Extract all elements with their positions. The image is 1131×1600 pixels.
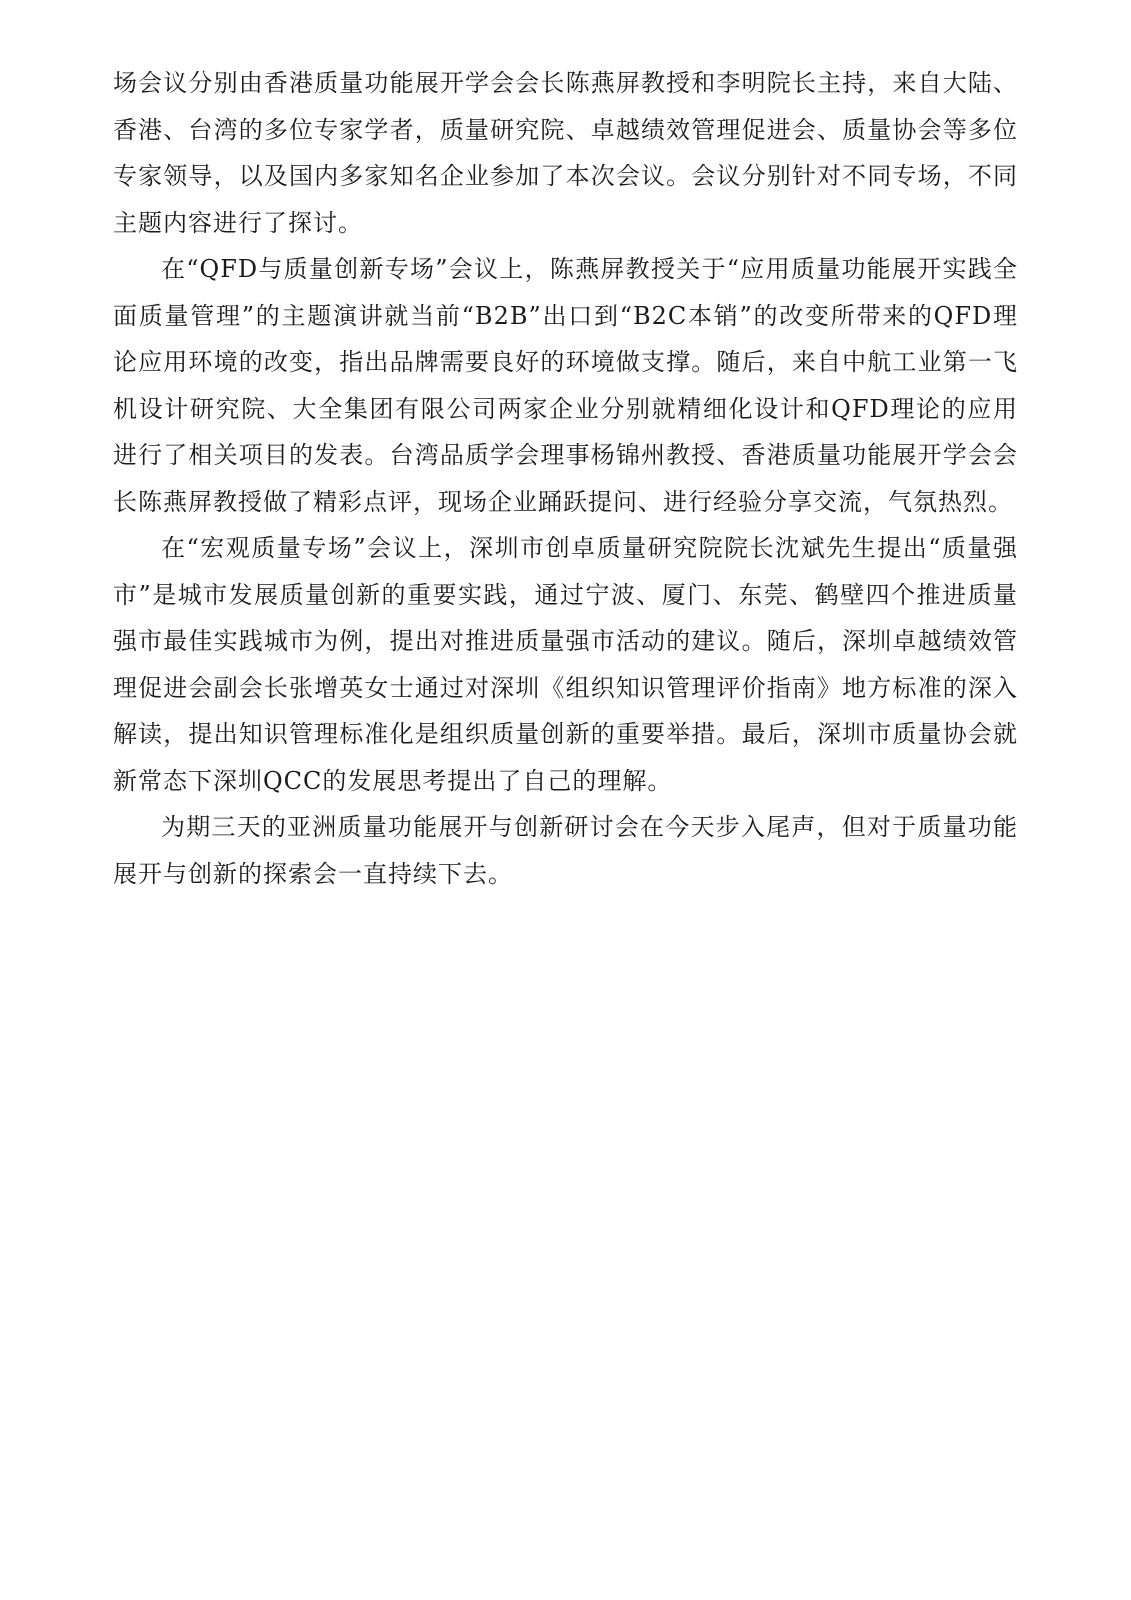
paragraph-conference-hosts: 场会议分别由香港质量功能展开学会会长陈燕屏教授和李明院长主持，来自大陆、香港、台湾的多位专家学者，质量研究院、卓越绩效管理促进会、质量协会等多位专家领导，以及国内多家知名企业参加了本次会议。会议分别针对不同专场，不同主题内容进行了探讨。 [113,69,1018,237]
paragraph-closing: 为期三天的亚洲质量功能展开与创新研讨会在今天步入尾声，但对于质量功能展开与创新的探索会一直持续下去。 [113,813,1018,888]
paragraph-macro-quality-session: 在“宏观质量专场”会议上，深圳市创卓质量研究院院长沈斌先生提出“质量强市”是城市发展质量创新的重要实践，通过宁波、厦门、东莞、鹤壁四个推进质量强市最佳实践城市为例，提出对推进质量强市活动的建议。随后，深圳卓越绩效管理促进会副会长张增英女士通过对深圳《组织知识管理评价指南》地方标准的深入解读，提出知识管理标准化是组织质量创新的重要举措。最后，深圳市质量协会就新常态下深圳QCC的发展思考提出了自己的理解。 [113,534,1018,795]
document-body [113,60,1018,897]
paragraph-qfd-session: 在“QFD与质量创新专场”会议上，陈燕屏教授关于“应用质量功能展开实践全面质量管理”的主题演讲就当前“B2B”出口到“B2C本销”的改变所带来的QFD理论应用环境的改变，指出品牌需要良好的环境做支撑。随后，来自中航工业第一飞机设计研究院、大全集团有限公司两家企业分别就精细化设计和QFD理论的应用进行了相关项目的发表。台湾品质学会理事杨锦州教授、香港质量功能展开学会会长陈燕屏教授做了精彩点评，现场企业踊跃提问、进行经验分享交流，气氛热烈。 [113,255,1018,516]
